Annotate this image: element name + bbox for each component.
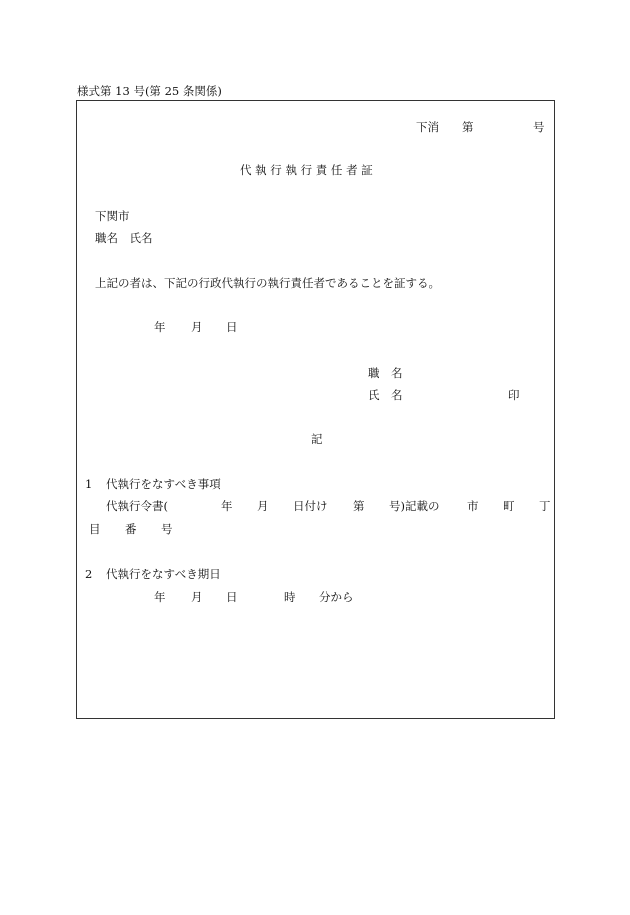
document-title: 代 執 行 執 行 責 任 者 証 bbox=[240, 163, 373, 177]
item2-year: 年 bbox=[154, 590, 166, 604]
item2-month: 月 bbox=[191, 590, 203, 604]
item1-shi: 市 bbox=[467, 499, 479, 513]
item1-year: 年 bbox=[221, 499, 233, 513]
date-year: 年 bbox=[154, 320, 166, 334]
number-dai: 第 bbox=[462, 120, 474, 134]
item1-go-close: 号)記載の bbox=[389, 499, 440, 513]
item1-dai: 第 bbox=[353, 499, 365, 513]
seal-mark: 印 bbox=[508, 388, 520, 402]
item2-number: 2 bbox=[85, 567, 93, 581]
number-go: 号 bbox=[533, 120, 545, 134]
statement-text: 上記の者は、下記の行政代執行の執行責任者であることを証する。 bbox=[95, 276, 440, 290]
item2-hour: 時 bbox=[284, 590, 296, 604]
item2-heading: 代執行をなすべき期日 bbox=[106, 567, 221, 581]
item1-go: 号 bbox=[161, 522, 173, 536]
item1-dated: 日付け bbox=[293, 499, 328, 513]
item1-number: 1 bbox=[85, 477, 93, 491]
item2-minute-from: 分から bbox=[319, 590, 354, 604]
recipient-city: 下関市 bbox=[95, 209, 130, 223]
item1-chome: 丁 bbox=[539, 499, 551, 513]
recipient-name-line: 職名 氏名 bbox=[95, 231, 153, 245]
number-prefix: 下消 bbox=[416, 120, 439, 134]
item1-order-label: 代執行令書( bbox=[106, 499, 168, 513]
item1-month: 月 bbox=[257, 499, 269, 513]
date-month: 月 bbox=[191, 320, 203, 334]
item2-day: 日 bbox=[226, 590, 238, 604]
item1-heading: 代執行をなすべき事項 bbox=[106, 477, 221, 491]
issuer-name-label: 氏 名 bbox=[368, 388, 403, 402]
date-day: 日 bbox=[226, 320, 238, 334]
item1-ban: 番 bbox=[125, 522, 137, 536]
certificate-frame bbox=[76, 100, 555, 719]
ki-heading: 記 bbox=[311, 432, 323, 446]
form-label: 様式第 13 号(第 25 条関係) bbox=[77, 84, 222, 98]
item1-machi: 町 bbox=[503, 499, 515, 513]
issuer-title-label: 職 名 bbox=[368, 366, 403, 380]
item1-me: 目 bbox=[89, 522, 101, 536]
